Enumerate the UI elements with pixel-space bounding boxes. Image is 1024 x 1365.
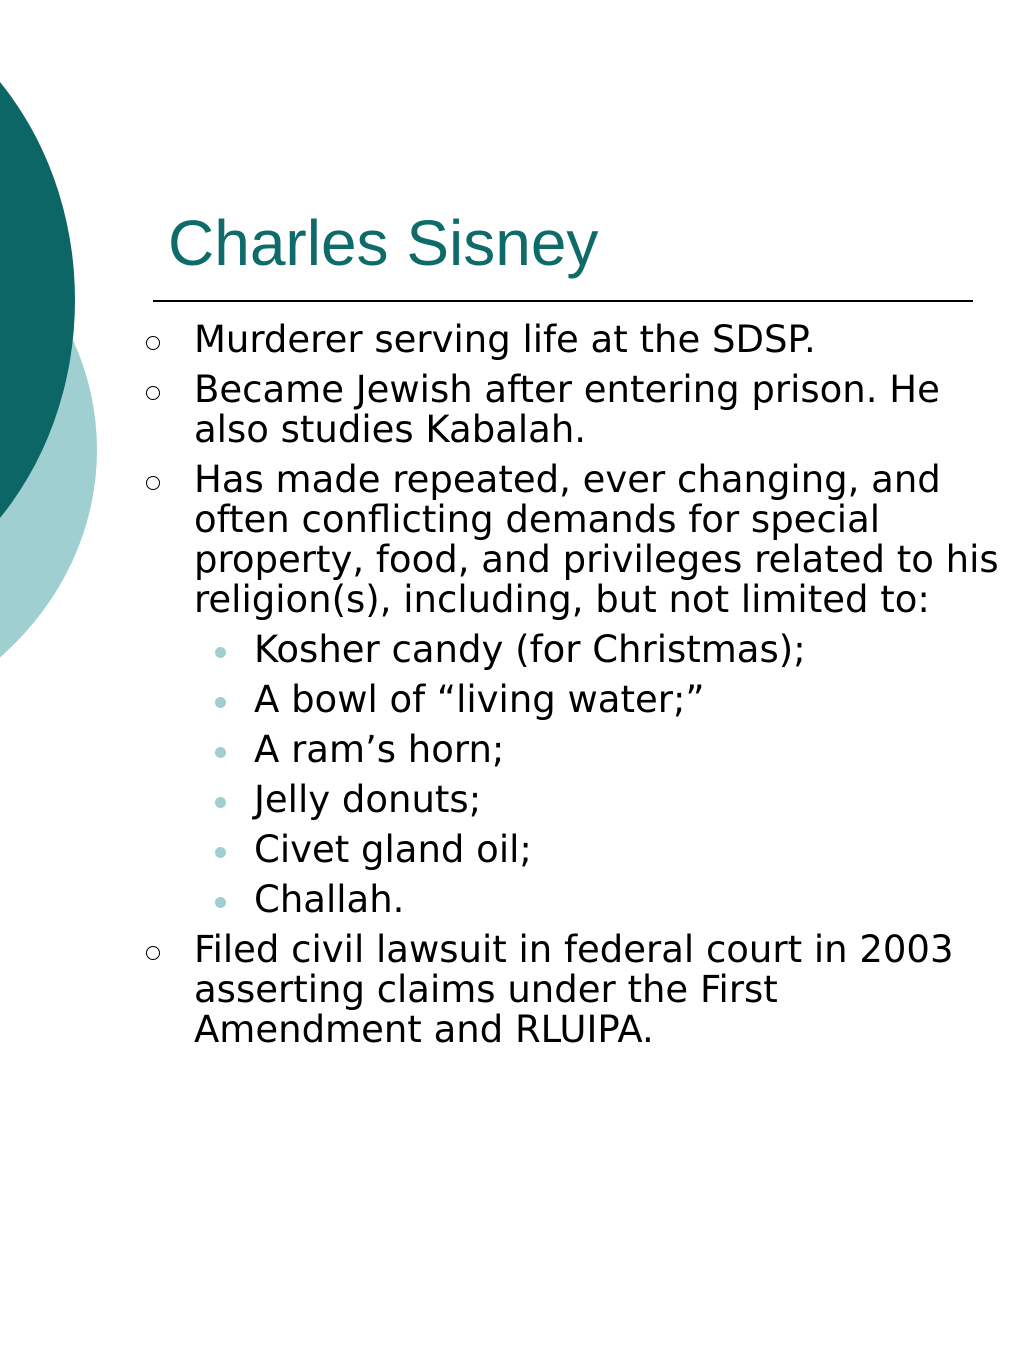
sub-bullet-text: Civet gland oil; — [254, 828, 532, 871]
bullet-list — [140, 320, 1000, 1050]
sub-bullet-item — [194, 830, 1000, 870]
hollow-circle-bullet-icon — [146, 386, 160, 400]
sub-bullet-item — [194, 730, 1000, 770]
sub-bullet-item — [194, 630, 1000, 670]
decorative-ellipses — [0, 0, 120, 740]
bullet-text: Has made repeated, ever changing, and often conflicting demands for special property, food, and privileges related to his religion(s), including, but not limited to: — [194, 458, 999, 621]
sub-bullet-text: A bowl of “living water;” — [254, 678, 705, 721]
slide-body — [140, 320, 1000, 1060]
filled-dot-bullet-icon — [215, 897, 226, 908]
bullet-text: Became Jewish after entering prison. He also studies Kabalah. — [194, 368, 940, 451]
filled-dot-bullet-icon — [215, 647, 226, 658]
sub-bullet-text: A ram’s horn; — [254, 728, 505, 771]
sub-bullet-list — [194, 630, 1000, 920]
sub-bullet-text: Jelly donuts; — [254, 778, 482, 821]
hollow-circle-bullet-icon — [146, 946, 160, 960]
filled-dot-bullet-icon — [215, 847, 226, 858]
filled-dot-bullet-icon — [215, 747, 226, 758]
bullet-item — [140, 320, 1000, 360]
bullet-text: Filed civil lawsuit in federal court in 2003 asserting claims under the First Amendment and RLUIPA. — [194, 928, 954, 1051]
bullet-text: Murderer serving life at the SDSP. — [194, 318, 816, 361]
hollow-circle-bullet-icon — [146, 336, 160, 350]
sub-bullet-text: Kosher candy (for Christmas); — [254, 628, 806, 671]
hollow-circle-bullet-icon — [146, 476, 160, 490]
sub-bullet-item — [194, 680, 1000, 720]
filled-dot-bullet-icon — [215, 697, 226, 708]
sub-bullet-item — [194, 880, 1000, 920]
bullet-item — [140, 460, 1000, 920]
sub-bullet-item — [194, 780, 1000, 820]
bullet-item — [140, 930, 1000, 1050]
sub-bullet-text: Challah. — [254, 878, 405, 921]
left-decorative-shapes — [0, 0, 120, 740]
title-divider — [153, 300, 973, 302]
filled-dot-bullet-icon — [215, 797, 226, 808]
bullet-item — [140, 370, 1000, 450]
slide-title: Charles Sisney — [168, 207, 599, 279]
